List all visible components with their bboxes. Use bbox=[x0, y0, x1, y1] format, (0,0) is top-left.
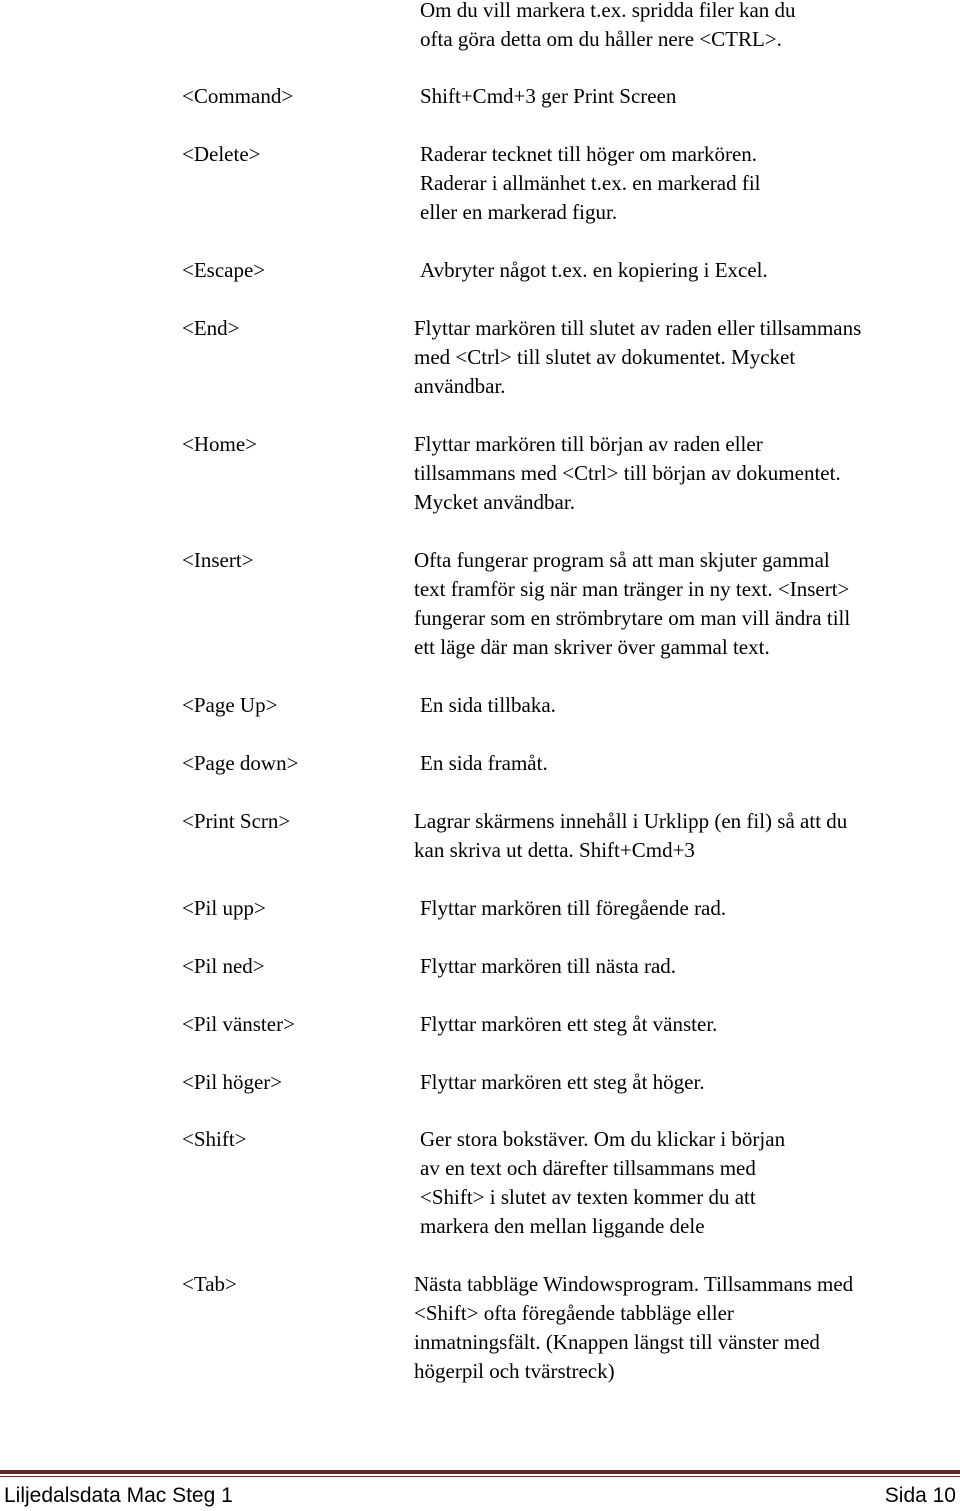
key-label-delete: <Delete> bbox=[182, 142, 261, 166]
description-line: Shift+Cmd+3 ger Print Screen bbox=[420, 84, 677, 108]
footer-divider-thick bbox=[0, 1470, 960, 1474]
description-line: Flyttar markören till föregående rad. bbox=[420, 896, 727, 920]
description-line: Mycket användbar. bbox=[414, 490, 575, 514]
description-line: Ofta fungerar program så att man skjuter gammal bbox=[414, 548, 830, 572]
key-label-pil-vanster: <Pil vänster> bbox=[182, 1012, 295, 1036]
page-number: Sida 10 bbox=[884, 1484, 956, 1507]
description-line: högerpil och tvärstreck) bbox=[414, 1359, 615, 1383]
key-description-end bbox=[414, 314, 861, 401]
description-line: användbar. bbox=[414, 374, 506, 398]
key-description-tab bbox=[414, 1270, 853, 1386]
key-label-pil-hoger: <Pil höger> bbox=[182, 1070, 283, 1094]
key-label-home: <Home> bbox=[182, 432, 258, 456]
description-line: eller en markerad figur. bbox=[420, 200, 618, 224]
description-line: Flyttar markören till början av raden eller bbox=[414, 432, 763, 456]
key-label-insert: <Insert> bbox=[182, 548, 254, 572]
key-description-delete bbox=[420, 140, 761, 227]
description-line: kan skriva ut detta. Shift+Cmd+3 bbox=[414, 838, 695, 862]
key-label-end: <End> bbox=[182, 316, 240, 340]
description-line: markera den mellan liggande dele bbox=[420, 1214, 705, 1238]
key-description-pil-vanster bbox=[420, 1010, 717, 1039]
key-description-page-down bbox=[420, 749, 548, 778]
description-line: text framför sig när man tränger in ny text. <Insert> bbox=[414, 577, 850, 601]
description-line: Flyttar markören till slutet av raden eller tillsammans bbox=[414, 316, 862, 340]
description-line: inmatningsfält. (Knappen längst till vänster med bbox=[414, 1330, 820, 1354]
key-label-pil-upp: <Pil upp> bbox=[182, 896, 266, 920]
description-line: En sida framåt. bbox=[420, 751, 548, 775]
key-label-page-down: <Page down> bbox=[182, 751, 299, 775]
description-line: med <Ctrl> till slutet av dokumentet. Mycket bbox=[414, 345, 796, 369]
intro-line: ofta göra detta om du håller nere <CTRL>. bbox=[420, 27, 782, 51]
description-line: En sida tillbaka. bbox=[420, 693, 556, 717]
footer-divider-thin bbox=[0, 1476, 960, 1477]
key-description-command bbox=[420, 82, 676, 111]
description-line: Flyttar markören ett steg åt vänster. bbox=[420, 1012, 718, 1036]
description-line: Lagrar skärmens innehåll i Urklipp (en fil) så att du bbox=[414, 809, 848, 833]
key-label-pil-ned: <Pil ned> bbox=[182, 954, 265, 978]
key-label-escape: <Escape> bbox=[182, 258, 266, 282]
description-line: Nästa tabbläge Windowsprogram. Tillsammans med bbox=[414, 1272, 854, 1296]
key-description-insert bbox=[414, 546, 850, 662]
key-description-home bbox=[414, 430, 841, 517]
key-label-command: <Command> bbox=[182, 84, 294, 108]
description-line: Ger stora bokstäver. Om du klickar i början bbox=[420, 1127, 786, 1151]
description-line: Avbryter något t.ex. en kopiering i Excel. bbox=[420, 258, 768, 282]
key-description-pil-ned bbox=[420, 952, 676, 981]
description-line: <Shift> i slutet av texten kommer du att bbox=[420, 1185, 756, 1209]
key-label-print-scrn: <Print Scrn> bbox=[182, 809, 291, 833]
intro-line: Om du vill markera t.ex. spridda filer kan du bbox=[420, 0, 796, 22]
intro-text bbox=[420, 0, 796, 54]
description-line: ett läge där man skriver över gammal text. bbox=[414, 635, 770, 659]
description-line: Raderar tecknet till höger om markören. bbox=[420, 142, 758, 166]
description-line: tillsammans med <Ctrl> till början av dokumentet. bbox=[414, 461, 841, 485]
key-description-pil-upp bbox=[420, 894, 726, 923]
key-description-page-up bbox=[420, 691, 556, 720]
key-label-shift: <Shift> bbox=[182, 1127, 247, 1151]
key-description-shift bbox=[420, 1125, 785, 1241]
footer-title: Liljedalsdata Mac Steg 1 bbox=[4, 1484, 233, 1507]
description-line: Flyttar markören till nästa rad. bbox=[420, 954, 677, 978]
description-line: <Shift> ofta föregående tabbläge eller bbox=[414, 1301, 734, 1325]
key-label-page-up: <Page Up> bbox=[182, 693, 278, 717]
key-label-tab: <Tab> bbox=[182, 1272, 237, 1296]
description-line: Raderar i allmänhet t.ex. en markerad fil bbox=[420, 171, 761, 195]
key-description-escape bbox=[420, 256, 768, 285]
key-description-print-scrn bbox=[414, 807, 847, 865]
description-line: av en text och därefter tillsammans med bbox=[420, 1156, 756, 1180]
key-description-pil-hoger bbox=[420, 1068, 705, 1097]
description-line: Flyttar markören ett steg åt höger. bbox=[420, 1070, 705, 1094]
description-line: fungerar som en strömbrytare om man vill ändra till bbox=[414, 606, 851, 630]
